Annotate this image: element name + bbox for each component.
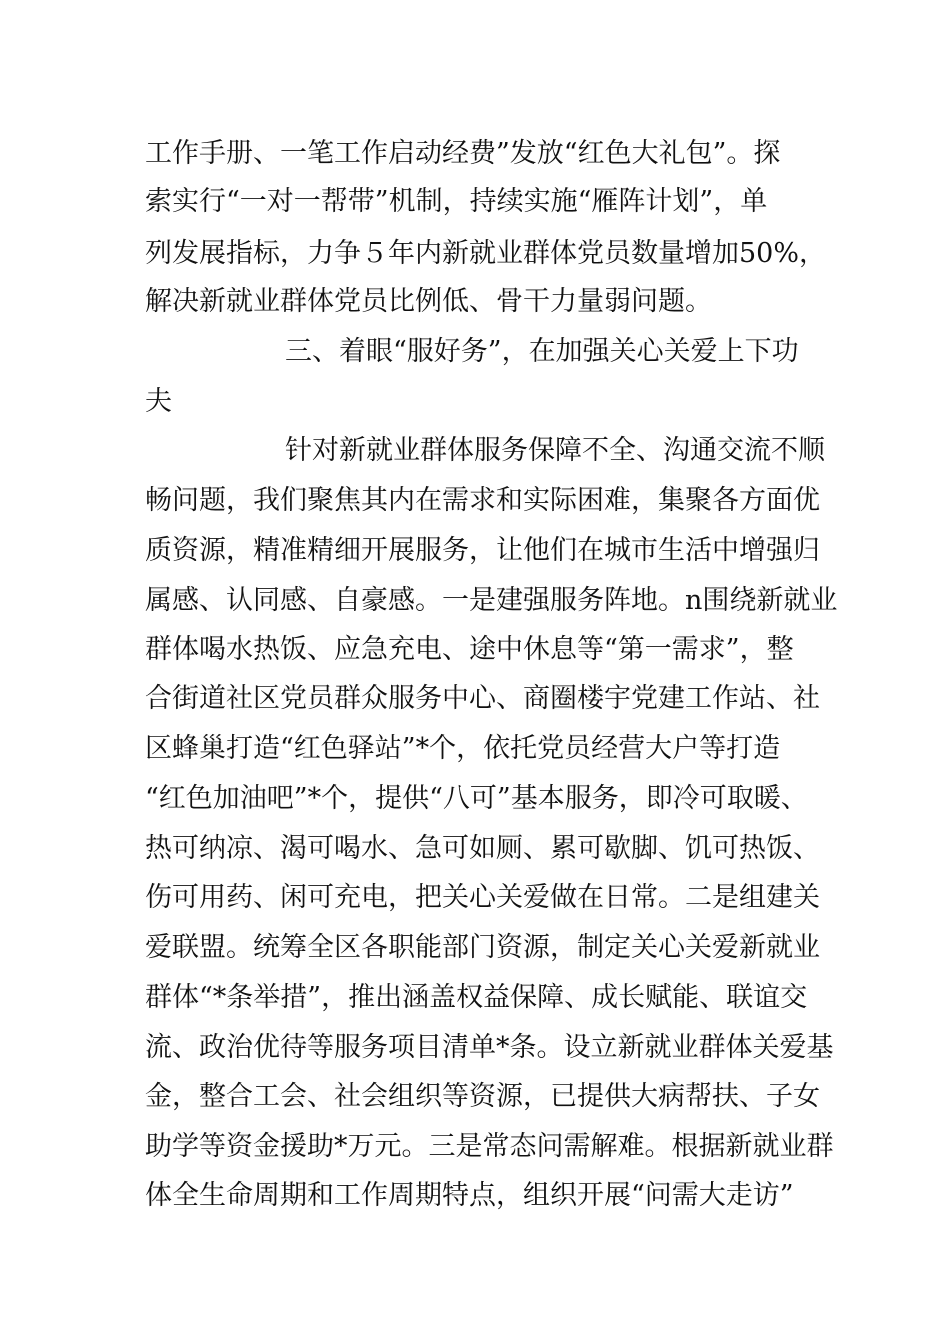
text-line: 群体喝水热饭、应急充电、途中休息等“第一需求”，整: [145, 634, 794, 665]
text-line: 金，整合工会、社会组织等资源，已提供大病帮扶、子女: [145, 1081, 820, 1112]
text-line: 工作手册、一笔工作启动经费”发放“红色大礼包”。探: [145, 138, 781, 169]
section-heading-line: 夫: [145, 386, 172, 417]
text-line: “红色加油吧”*个，提供“八可”基本服务，即冷可取暖、: [145, 783, 808, 814]
text-line: 助学等资金援助*万元。三是常态问需解难。根据新就业群: [145, 1131, 834, 1162]
text-line: 畅问题，我们聚焦其内在需求和实际困难，集聚各方面优: [145, 485, 820, 516]
text-line: 索实行“一对一帮带”机制，持续实施“雁阵计划”，单: [145, 186, 768, 217]
text-line: 体全生命周期和工作周期特点，组织开展“问需大走访”: [145, 1180, 794, 1211]
text-line: 合街道社区党员群众服务中心、商圈楼宇党建工作站、社: [145, 683, 820, 714]
text-line: 流、政治优待等服务项目清单*条。设立新就业群体关爱基: [145, 1032, 834, 1063]
text-line: 热可纳凉、渴可喝水、急可如厕、累可歇脚、饥可热饭、: [145, 833, 820, 864]
text-line: 群体“*条举措”，推出涵盖权益保障、成长赋能、联谊交: [145, 982, 808, 1013]
text-line: 列发展指标，力争５年内新就业群体党员数量增加50%，: [145, 238, 827, 269]
text-line: 属感、认同感、自豪感。一是建强服务阵地。n围绕新就业: [145, 585, 838, 616]
text-line: 区蜂巢打造“红色驿站”*个，依托党员经营大户等打造: [145, 733, 781, 764]
text-line: 针对新就业群体服务保障不全、沟通交流不顺: [285, 435, 825, 466]
text-line: 质资源，精准精细开展服务，让他们在城市生活中增强归: [145, 535, 820, 566]
text-line: 伤可用药、闲可充电，把关心关爱做在日常。二是组建关: [145, 882, 820, 913]
text-line: 爱联盟。统筹全区各职能部门资源，制定关心关爱新就业: [145, 932, 820, 963]
section-heading-line: 三、着眼“服好务”，在加强关心关爱上下功: [285, 336, 799, 367]
text-line: 解决新就业群体党员比例低、骨干力量弱问题。: [145, 286, 712, 317]
